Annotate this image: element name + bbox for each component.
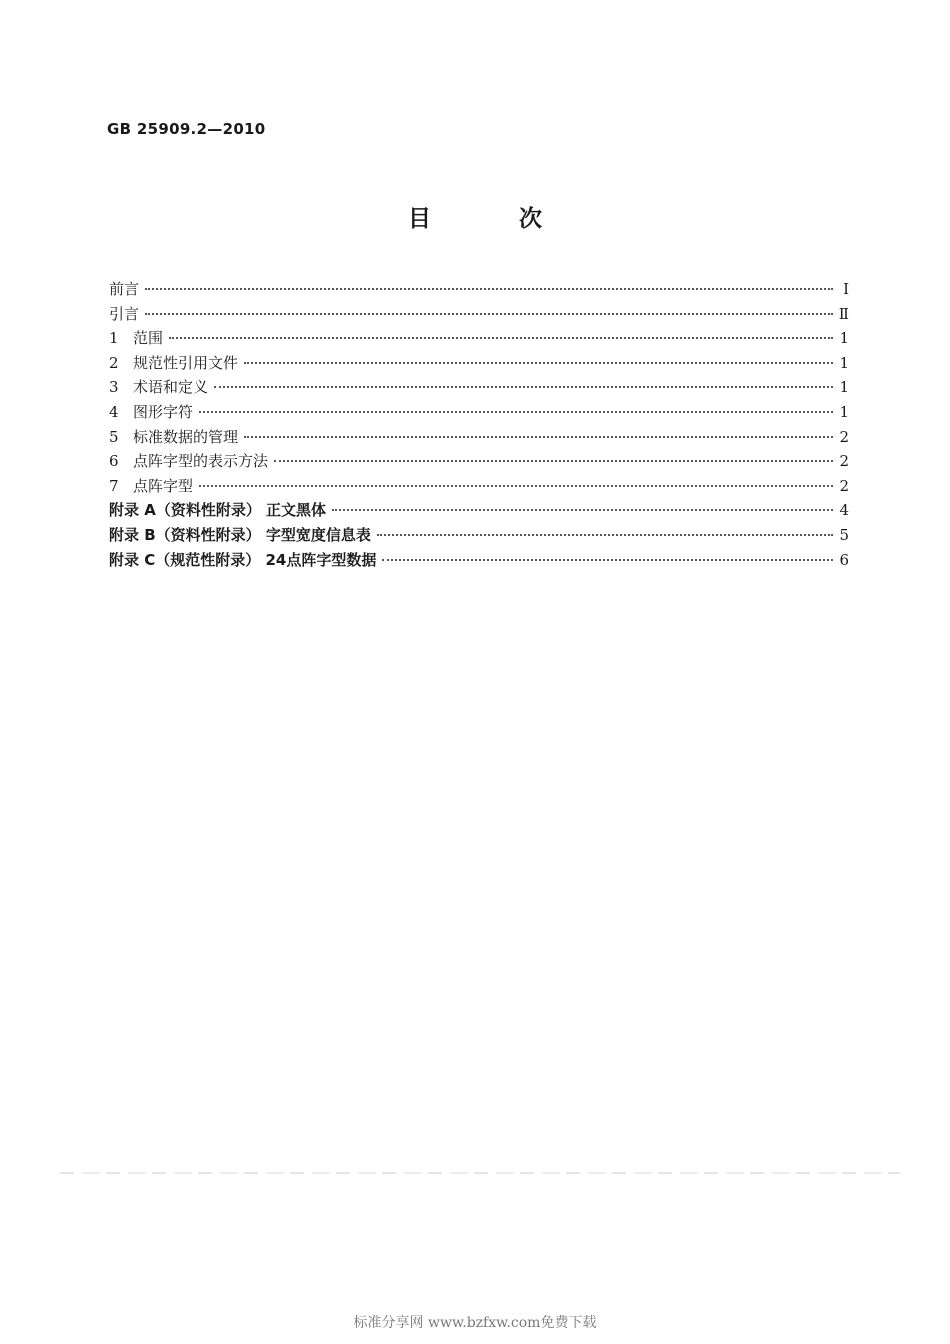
toc-entry[interactable] bbox=[109, 401, 849, 426]
toc-entry-label: 范围 bbox=[133, 329, 164, 348]
toc-entry-page: I bbox=[843, 280, 849, 298]
toc-entry-page: 2 bbox=[839, 452, 849, 471]
toc-entry-label: 点阵字型的表示方法 bbox=[133, 452, 269, 471]
toc-entry-label: 术语和定义 bbox=[133, 378, 209, 397]
toc-entry-label: 标准数据的管理 bbox=[133, 427, 239, 446]
toc-entry[interactable] bbox=[109, 475, 849, 500]
toc-dot-leader bbox=[244, 436, 833, 438]
toc-entry-page: 1 bbox=[839, 353, 849, 372]
toc-entry-label: 规范性引用文件 bbox=[133, 353, 239, 372]
toc-dot-leader bbox=[145, 288, 833, 290]
toc-dot-leader bbox=[199, 411, 833, 413]
toc-entry-label: 前言 bbox=[109, 280, 140, 298]
toc-dot-leader bbox=[377, 534, 833, 536]
toc-entry[interactable] bbox=[109, 278, 849, 303]
toc-entry-number: 1 bbox=[109, 329, 119, 348]
toc-entry-number: 6 bbox=[109, 452, 119, 471]
toc-title: 目 次 bbox=[407, 206, 582, 232]
toc-entry-label: 附录 B（资料性附录） 字型宽度信息表 bbox=[109, 525, 371, 544]
toc-entry-label: 附录 A（资料性附录） 正文黑体 bbox=[109, 501, 327, 520]
toc-dot-leader bbox=[214, 386, 833, 388]
toc-entry-label: 引言 bbox=[109, 304, 140, 323]
toc-entry-page: 5 bbox=[839, 525, 849, 544]
toc-entry[interactable] bbox=[109, 524, 849, 549]
standard-code: GB 25909.2—2010 bbox=[107, 120, 266, 138]
toc-entry-page: 2 bbox=[839, 427, 849, 446]
toc-entry-page: 1 bbox=[839, 378, 849, 397]
toc-entry-page: Ⅱ bbox=[838, 304, 849, 323]
toc-dot-leader bbox=[274, 460, 833, 462]
toc-dot-leader bbox=[244, 362, 833, 364]
toc-entry-number: 4 bbox=[109, 402, 119, 421]
toc-entry-number: 5 bbox=[109, 427, 119, 446]
scan-artifact-line bbox=[60, 1172, 900, 1174]
toc-entry[interactable] bbox=[109, 450, 849, 475]
toc-dot-leader bbox=[169, 337, 833, 339]
toc-dot-leader bbox=[199, 485, 833, 487]
toc-entry[interactable] bbox=[109, 499, 849, 524]
toc-entry-number: 3 bbox=[109, 378, 119, 397]
toc-entry-page: 6 bbox=[839, 550, 849, 569]
toc-dot-leader bbox=[382, 559, 833, 561]
toc-entry[interactable] bbox=[109, 352, 849, 377]
toc-dot-leader bbox=[332, 509, 833, 511]
toc-entry[interactable] bbox=[109, 426, 849, 451]
toc-entry-label: 图形字符 bbox=[133, 402, 194, 421]
toc-entry[interactable] bbox=[109, 327, 849, 352]
toc-entry-number: 2 bbox=[109, 353, 119, 372]
toc-dot-leader bbox=[145, 313, 833, 315]
toc-entry-page: 1 bbox=[839, 402, 849, 421]
toc-entry-label: 点阵字型 bbox=[133, 476, 194, 495]
table-of-contents bbox=[109, 278, 849, 573]
toc-entry-page: 1 bbox=[839, 329, 849, 348]
toc-entry-label: 附录 C（规范性附录） 24点阵字型数据 bbox=[109, 550, 377, 569]
toc-entry[interactable] bbox=[109, 376, 849, 401]
toc-entry-number: 7 bbox=[109, 476, 119, 495]
toc-entry[interactable] bbox=[109, 549, 849, 574]
toc-entry[interactable] bbox=[109, 303, 849, 328]
footer-watermark: 标准分享网 www.bzfxw.com免费下载 bbox=[353, 1315, 597, 1331]
toc-entry-page: 4 bbox=[839, 501, 849, 520]
toc-entry-page: 2 bbox=[839, 476, 849, 495]
